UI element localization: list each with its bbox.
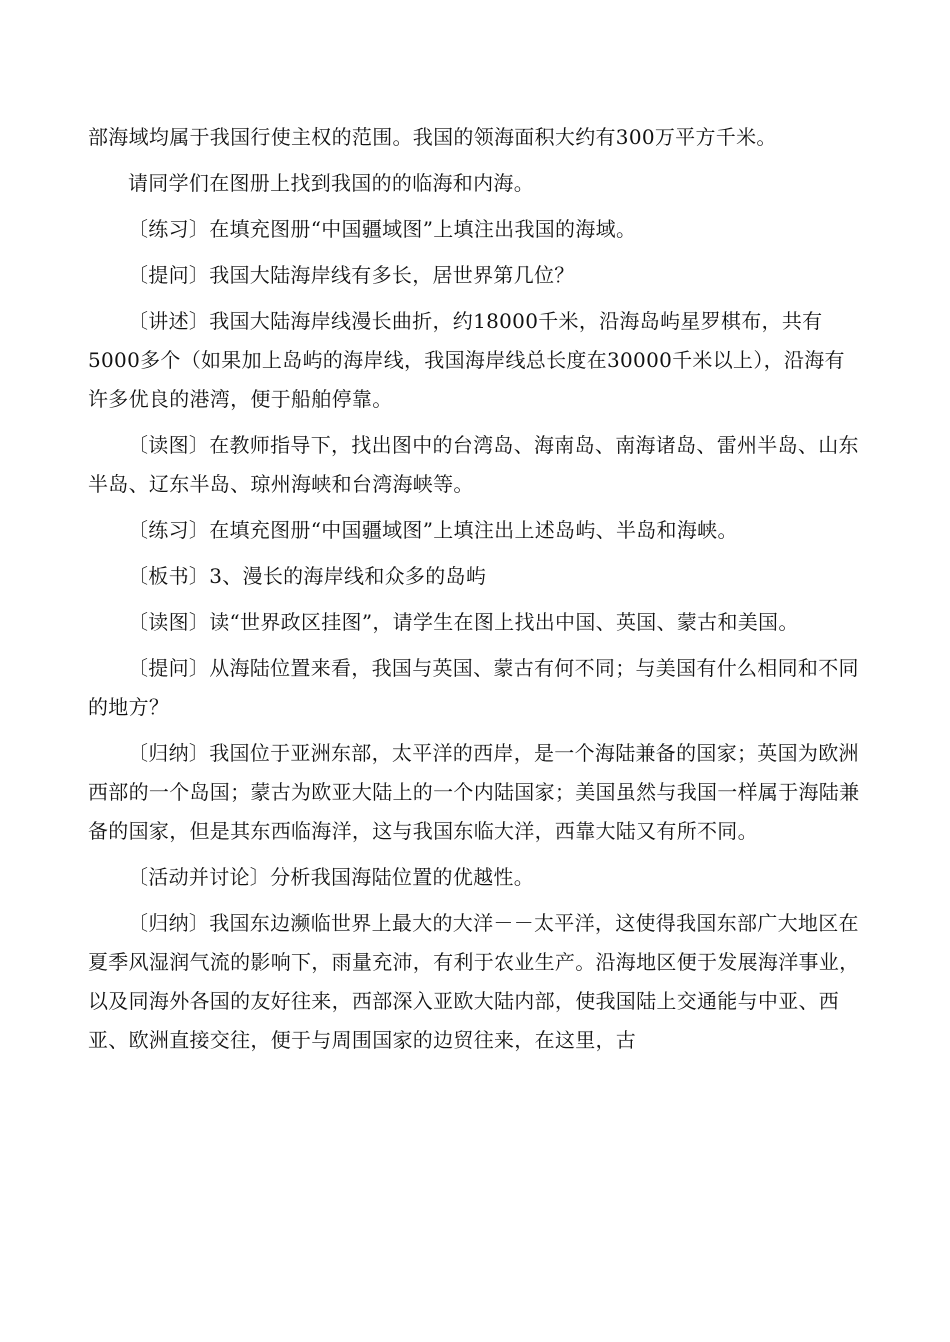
paragraph-11: 〔归纳〕我国位于亚洲东部，太平洋的西岸，是一个海陆兼备的国家；英国为欧洲西部的一个岛国；蒙古为欧亚大陆上的一个内陆国家；美国虽然与我国一样属于海陆兼备的国家，但是其东西临海洋，这与我国东临大洋，西靠大陆又有所不同。 [88,741,860,843]
document-body [88,118,860,1060]
paragraph-3: 〔练习〕在填充图册“中国疆域图”上填注出我国的海域。 [128,217,637,241]
paragraph-2: 请同学们在图册上找到我国的的临海和内海。 [128,171,534,195]
paragraph-10: 〔提问〕从海陆位置来看，我国与英国、蒙古有何不同；与美国有什么相同和不同的地方？ [88,656,859,719]
paragraph-8: 〔板书〕3、漫长的海岸线和众多的岛屿 [128,564,487,588]
paragraph-6: 〔读图〕在教师指导下，找出图中的台湾岛、海南岛、南海诸岛、雷州半岛、山东半岛、辽东半岛、琼州海峡和台湾海峡等。 [88,433,859,496]
paragraph-4: 〔提问〕我国大陆海岸线有多长，居世界第几位？ [128,263,575,287]
paragraph-1: 部海域均属于我国行使主权的范围。我国的领海面积大约有300万平方千米。 [88,125,777,149]
paragraph-13: 〔归纳〕我国东边濒临世界上最大的大洋－－太平洋，这使得我国东部广大地区在夏季风湿润气流的影响下，雨量充沛，有利于农业生产。沿海地区便于发展海洋事业，以及同海外各国的友好往来，西部深入亚欧大陆内部，使我国陆上交通能与中亚、西亚、欧洲直接交往，便于与周围国家的边贸往来，在这里，古 [88,911,860,1052]
paragraph-12: 〔活动并讨论〕分析我国海陆位置的优越性。 [128,865,534,889]
paragraph-7: 〔练习〕在填充图册“中国疆域图”上填注出上述岛屿、半岛和海峡。 [128,518,738,542]
paragraph-9: 〔读图〕读“世界政区挂图”，请学生在图上找出中国、英国、蒙古和美国。 [128,610,799,634]
paragraph-5: 〔讲述〕我国大陆海岸线漫长曲折，约18000千米，沿海岛屿星罗棋布，共有5000多个（如果加上岛屿的海岸线，我国海岸线总长度在30000千米以上），沿海有许多优良的港湾，便于船舶停靠。 [88,309,845,411]
